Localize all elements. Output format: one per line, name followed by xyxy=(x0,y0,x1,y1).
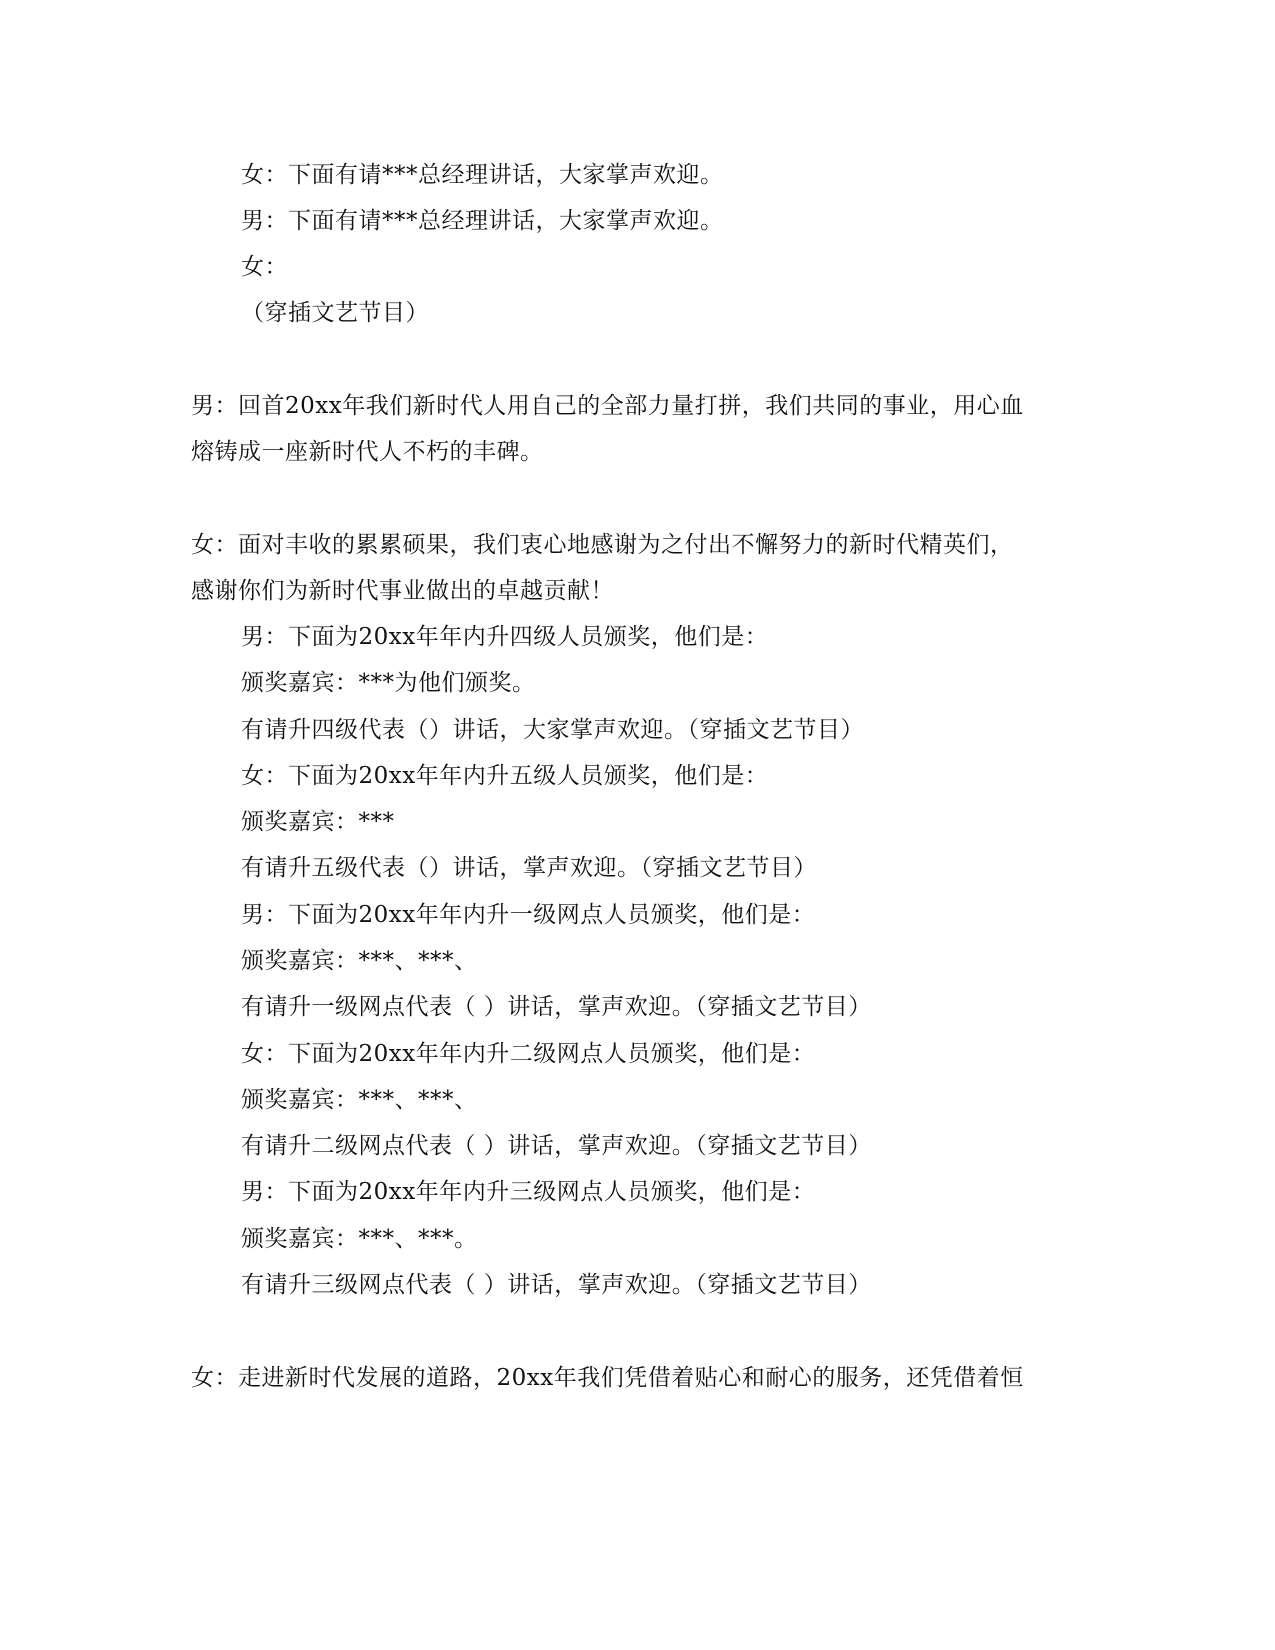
script-line: 颁奖嘉宾：***、***、 xyxy=(241,1087,478,1113)
script-line: 有请升三级网点代表（ ）讲话，掌声欢迎。（穿插文艺节目） xyxy=(241,1272,872,1298)
script-line: 颁奖嘉宾：*** xyxy=(241,809,395,835)
script-line: 女：下面有请***总经理讲话，大家掌声欢迎。 xyxy=(241,162,724,188)
script-line: 女： xyxy=(241,254,288,280)
script-line: 颁奖嘉宾：***、***、 xyxy=(241,948,478,974)
script-line: 有请升二级网点代表（ ）讲话，掌声欢迎。（穿插文艺节目） xyxy=(241,1133,872,1159)
script-line: 男：下面有请***总经理讲话，大家掌声欢迎。 xyxy=(241,208,724,234)
paragraph-line: 男：回首20xx年我们新时代人用自己的全部力量打拼，我们共同的事业，用心血 xyxy=(191,393,1024,419)
paragraph-line: 女：走进新时代发展的道路，20xx年我们凭借着贴心和耐心的服务，还凭借着恒 xyxy=(191,1365,1024,1391)
paragraph-line: 女：面对丰收的累累硕果，我们衷心地感谢为之付出不懈努力的新时代精英们， xyxy=(191,532,1014,558)
paragraph-line: 感谢你们为新时代事业做出的卓越贡献！ xyxy=(191,578,614,604)
script-line: 男：下面为20xx年年内升三级网点人员颁奖，他们是： xyxy=(241,1179,816,1205)
script-line: 男：下面为20xx年年内升四级人员颁奖，他们是： xyxy=(241,624,769,650)
script-line: 颁奖嘉宾：***为他们颁奖。 xyxy=(241,670,536,696)
script-line: 女：下面为20xx年年内升二级网点人员颁奖，他们是： xyxy=(241,1041,816,1067)
script-line: （穿插文艺节目） xyxy=(241,300,429,326)
script-line: 有请升五级代表（）讲话，掌声欢迎。（穿插文艺节目） xyxy=(241,855,817,881)
paragraph-line: 熔铸成一座新时代人不朽的丰碑。 xyxy=(191,439,544,465)
script-line: 男：下面为20xx年年内升一级网点人员颁奖，他们是： xyxy=(241,902,816,928)
script-line: 颁奖嘉宾：***、***。 xyxy=(241,1226,478,1252)
script-line: 有请升四级代表（）讲话，大家掌声欢迎。（穿插文艺节目） xyxy=(241,717,864,743)
script-line: 有请升一级网点代表（ ）讲话，掌声欢迎。（穿插文艺节目） xyxy=(241,994,872,1020)
script-line: 女：下面为20xx年年内升五级人员颁奖，他们是： xyxy=(241,763,769,789)
